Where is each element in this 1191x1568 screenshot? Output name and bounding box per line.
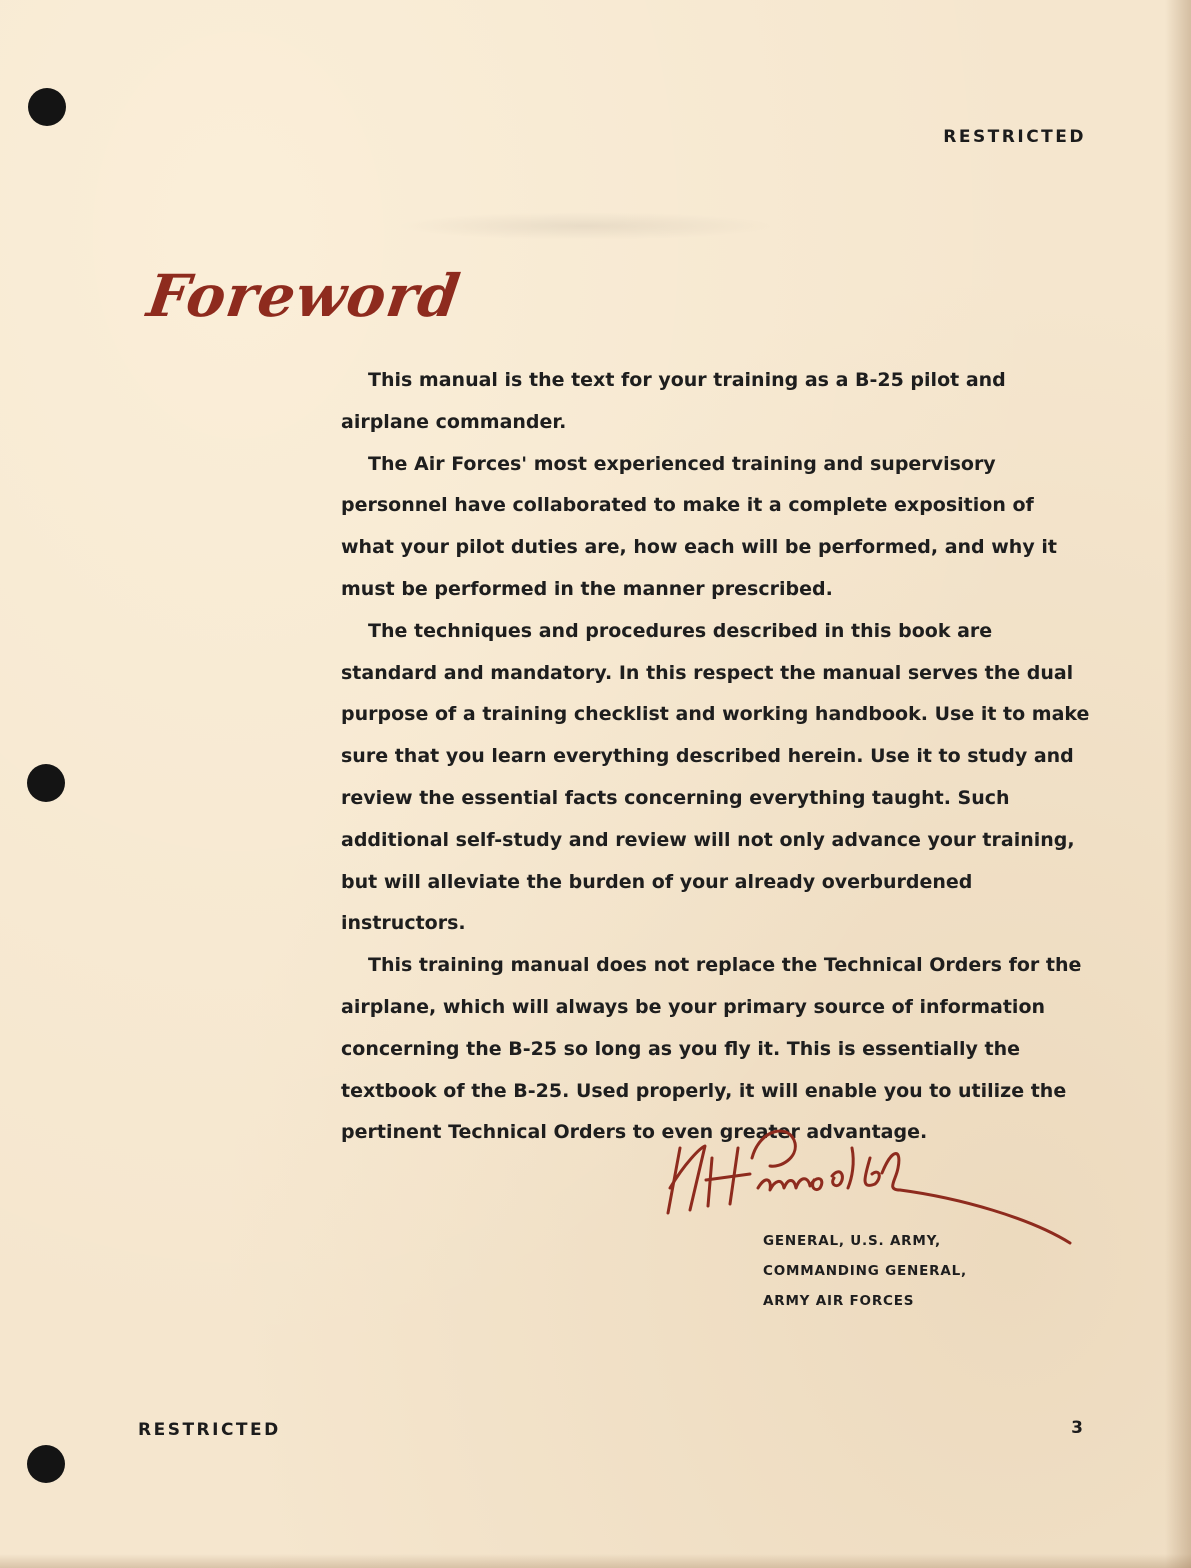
signature-block [763,1226,967,1316]
paragraph-4: This training manual does not replace the Technical Orders for the airplane, which will always be your primary source of information concerning the B-25 so long as you fly it. This is essentially the textbook of the B-25. Used properly, it will enable you to utilize the pertinent Technical Orders to even greater advantage. [341,954,1082,1144]
bleed-through-smudge [395,212,775,240]
header-classification: RESTRICTED [943,127,1086,147]
foreword-body [341,360,1093,1154]
signature-rank: GENERAL, U.S. ARMY, [763,1233,941,1249]
page-number: 3 [1071,1418,1083,1438]
signature-position: COMMANDING GENERAL, [763,1263,967,1279]
paragraph-1: This manual is the text for your training as a B-25 pilot and airplane commander. [341,369,1006,433]
punch-hole-top [28,88,66,126]
punch-hole-bottom [27,1445,65,1483]
paper-edge-bottom [0,1554,1191,1568]
punch-hole-middle [27,764,65,802]
footer-classification: RESTRICTED [138,1420,281,1440]
paragraph-2: The Air Forces' most experienced training and supervisory personnel have collaborated to make it a complete exposition of what your pilot duties are, how each will be performed, and why it must be performed in the manner prescribed. [341,452,1057,600]
paper-edge-right [1165,0,1191,1568]
paragraph-3: The techniques and procedures described in this book are standard and mandatory. In this respect the manual serves the dual purpose of a training checklist and working handbook. Use it to make sure that you learn everything described herein. Use it to study and review the essential facts concerning everything taught. Such additional self-study and review will not only advance your training, but will alleviate the burden of your already overburdened instructors. [341,619,1090,935]
signature-organization: ARMY AIR FORCES [763,1293,915,1309]
page-title: Foreword [143,262,465,330]
